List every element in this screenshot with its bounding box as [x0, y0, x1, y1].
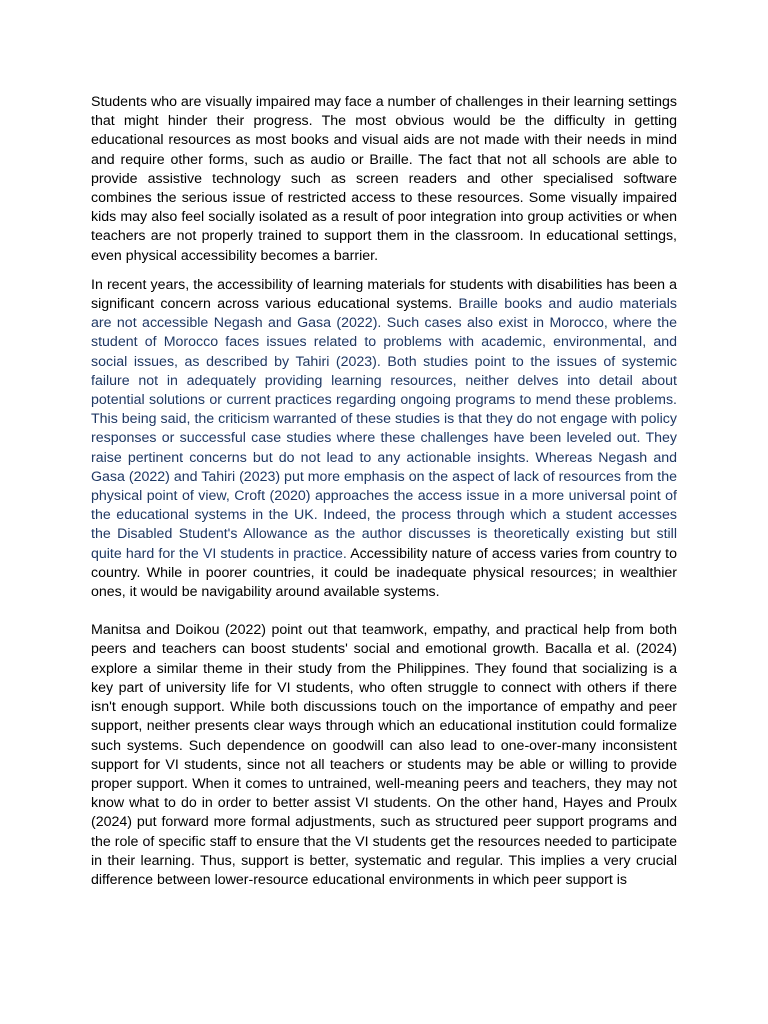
paragraph-accessibility [91, 276, 677, 602]
highlighted-text: Braille books and audio materials are not accessible Negash and Gasa (2022). Such cases also exist in Morocco, where the student of Morocco faces issues related to problems with academic, environmental, and social issues, as described by Tahiri (2023). Both studies point to the issues of systemic failure not in adequately providing learning resources, neither delves into detail about potential solutions or current practices regarding ongoing programs to mend these problems. This being said, the criticism warranted of these studies is that they do not engage with policy responses or successful case studies where these challenges have been leveled out. They raise pertinent concerns but do not lead to any actionable insights. Whereas Negash and Gasa (2022) and Tahiri (2023) put more emphasis on the aspect of lack of resources from the physical point of view, Croft (2020) approaches the access issue in a more universal point of the educational systems in the UK. Indeed, the process through which a student accesses the Disabled Student's Allowance as the author discusses is theoretically existing but still quite hard for the VI students in practice. [91, 296, 677, 562]
paragraph-peer-support: Manitsa and Doikou (2022) point out that teamwork, empathy, and practical help from both peers and teachers can boost students' social and emotional growth. Bacalla et al. (2024) explore a similar theme in their study from the Philippines. They found that socializing is a key part of university life for VI students, who often struggle to connect with others if there isn't enough support. While both discussions touch on the importance of empathy and peer support, neither presents clear ways through which an educational institution could formalize such systems. Such dependence on goodwill can also lead to one-over-many inconsistent support for VI students, since not all teachers or students may be able or willing to provide proper support. When it comes to untrained, well-meaning peers and teachers, they may not know what to do in order to better assist VI students. On the other hand, Hayes and Proulx (2024) put forward more formal adjustments, such as structured peer support programs and the role of specific staff to ensure that the VI students get the resources needed to participate in their learning. Thus, support is better, systematic and regular. This implies a very crucial difference between lower-resource educational environments in which peer support is [91, 622, 677, 888]
paragraph-accessibility-intro: In recent years, the accessibility of learning materials for students with disabilities has been a significant concern across various educational systems. [91, 276, 677, 313]
paragraph-challenges: Students who are visually impaired may face a number of challenges in their learning settings that might hinder their progress. The most obvious would be the difficulty in getting educational resources as most books and visual aids are not made with their needs in mind and require other forms, such as audio or Braille. The fact that not all schools are able to provide assistive technology such as screen readers and other specialised software combines the serious issue of restricted access to these resources. Some visually impaired kids may also feel socially isolated as a result of poor integration into group activities or when teachers are not properly trained to support them in the classroom. In educational settings, even physical accessibility becomes a barrier. [91, 94, 677, 264]
paragraph-accessibility-outro: Accessibility nature of access varies from country to country. While in poorer countries, it could be inadequate physical resources; in wealthier ones, it would be navigability around available systems. [91, 545, 678, 601]
